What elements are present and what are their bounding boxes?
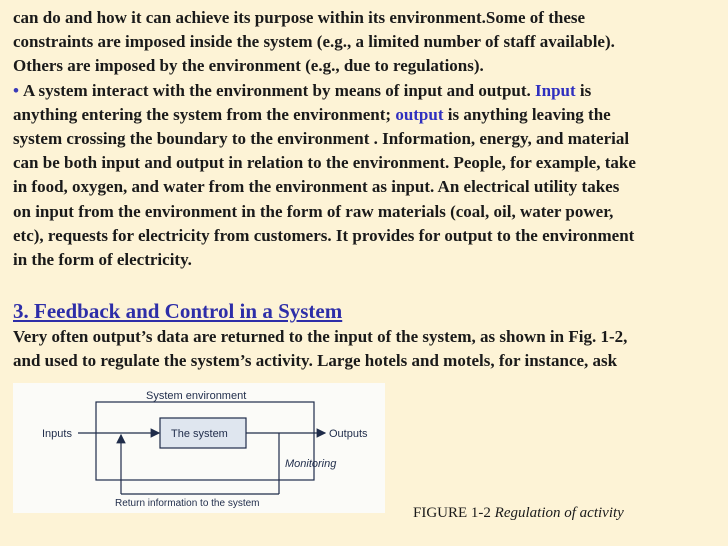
section-heading: 3. Feedback and Control in a System — [13, 299, 343, 324]
text-line: can do and how it can achieve its purpose within its environment.Some of these — [13, 8, 586, 27]
text-fragment: anything entering the system from the environment; — [13, 104, 396, 124]
diagram-svg — [13, 383, 385, 513]
text-line: constraints are imposed inside the system (e.g., a limited number of staff available). — [13, 32, 615, 52]
monitoring-label: Monitoring — [285, 458, 337, 470]
text-fragment: is anything leaving the — [443, 104, 611, 124]
text-fragment: is — [575, 80, 592, 100]
inputs-label: Inputs — [42, 428, 72, 440]
text-line: and used to regulate the system’s activity. Large hotels and motels, for instance, ask — [13, 351, 618, 371]
figure-caption — [413, 505, 624, 522]
feedback-diagram — [13, 383, 385, 513]
text-line: Others are imposed by the environment (e.g., due to regulations). — [13, 56, 484, 76]
text-line: Very often output’s data are returned to the input of the system, as shown in Fig. 1-2, — [13, 327, 628, 347]
environment-label: System environment — [146, 390, 247, 402]
outputs-label: Outputs — [329, 428, 368, 440]
text-line: in food, oxygen, and water from the environment as input. An electrical utility takes — [13, 177, 620, 197]
body-text — [13, 6, 718, 374]
text-line: on input from the environment in the form of raw materials (coal, oil, water power, — [13, 201, 614, 221]
text-line: etc), requests for electricity from customers. It provides for output to the environment — [13, 225, 635, 245]
text-line: in the form of electricity. — [13, 250, 192, 270]
return-label: Return information to the system — [115, 498, 260, 509]
keyword-output: output — [395, 104, 444, 124]
spacer — [13, 272, 718, 296]
caption-title: Regulation of activity — [494, 505, 624, 521]
text-line: system crossing the boundary to the environment . Information, energy, and material — [13, 129, 630, 149]
text-fragment: A system interact with the environment by means of input and output. — [22, 80, 536, 100]
bullet-line — [13, 79, 718, 103]
text-line — [13, 103, 718, 127]
text-line: can be both input and output in relation to the environment. People, for example, take — [13, 153, 636, 173]
caption-number: FIGURE 1-2 — [413, 505, 491, 521]
system-box-label: The system — [171, 428, 228, 440]
bullet-icon: • — [13, 80, 19, 100]
keyword-input: Input — [535, 80, 576, 100]
